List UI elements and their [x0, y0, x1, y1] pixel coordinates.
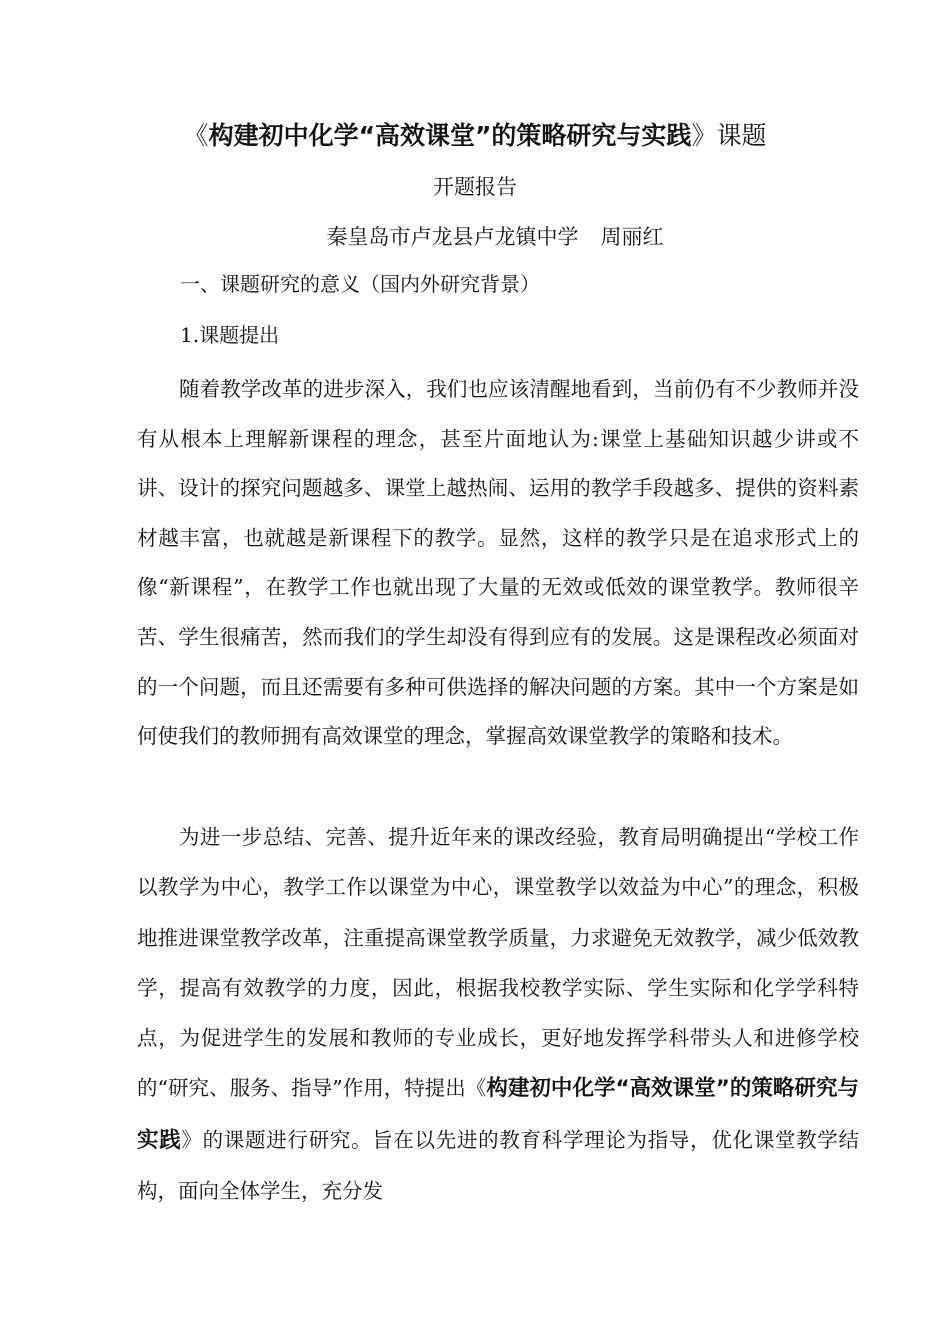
author-line — [20, 220, 950, 254]
document-subtitle: 开题报告 — [433, 175, 517, 199]
subsection-heading: 1.课题提出 — [180, 323, 280, 347]
author-name: 周丽红 — [600, 225, 664, 249]
author-school: 秦皇岛市卢龙县卢龙镇中学 — [326, 225, 579, 249]
section-heading: 一、课题研究的意义（国内外研究背景） — [180, 272, 540, 296]
body-paragraph-2 — [137, 812, 859, 1216]
title-prefix: 《 — [183, 121, 209, 150]
document-title — [0, 116, 950, 156]
paragraph-2-start: 为进一步总结、完善、提升近年来的课改经验，教育局明确提出“学校工作以教学为中心，教学工作以课堂为中心，课堂教学以效益为中心”的理念，积极地推进课堂教学改革，注重提高课堂教学质量，力求避免无效教学，减少低效教学，提高有效教学的力度，因此，根据我校教学实际、学生实际和化学学科特点，为促进学生的发展和教师的专业成长，更好地发挥学科带头人和进修学校的“研究、服务、指导”作用，特提出《 — [137, 825, 859, 1101]
paragraph-2-end: 》的课题进行研究。旨在以先进的教育科学理论为指导，优化课堂教学结构，面向全体学生，充分发 — [137, 1127, 859, 1204]
title-main: 构建初中化学“高效课堂”的策略研究与实践 — [208, 121, 692, 150]
paragraph-2-title: 构建初中化学“高效课堂”的策略研究与实践 — [137, 1076, 859, 1153]
title-suffix: 》课题 — [691, 121, 767, 150]
body-paragraph-1: 随着教学改革的进步深入，我们也应该清醒地看到，当前仍有不少教师并没有从根本上理解新课程的理念，甚至片面地认为:课堂上基础知识越少讲或不讲、设计的探究问题越多、课堂上越热闹、运用的教学手段越多、提供的资料素材越丰富，也就越是新课程下的教学。显然，这样的教学只是在追求形式上的像“新课程”，在教学工作也就出现了大量的无效或低效的课堂教学。教师很辛苦、学生很痛苦，然而我们的学生却没有得到应有的发展。这是课程改必须面对的一个问题，而且还需要有多种可供选择的解决问题的方案。其中一个方案是如何使我们的教师拥有高效课堂的理念，掌握高效课堂教学的策略和技术。 — [137, 377, 859, 749]
